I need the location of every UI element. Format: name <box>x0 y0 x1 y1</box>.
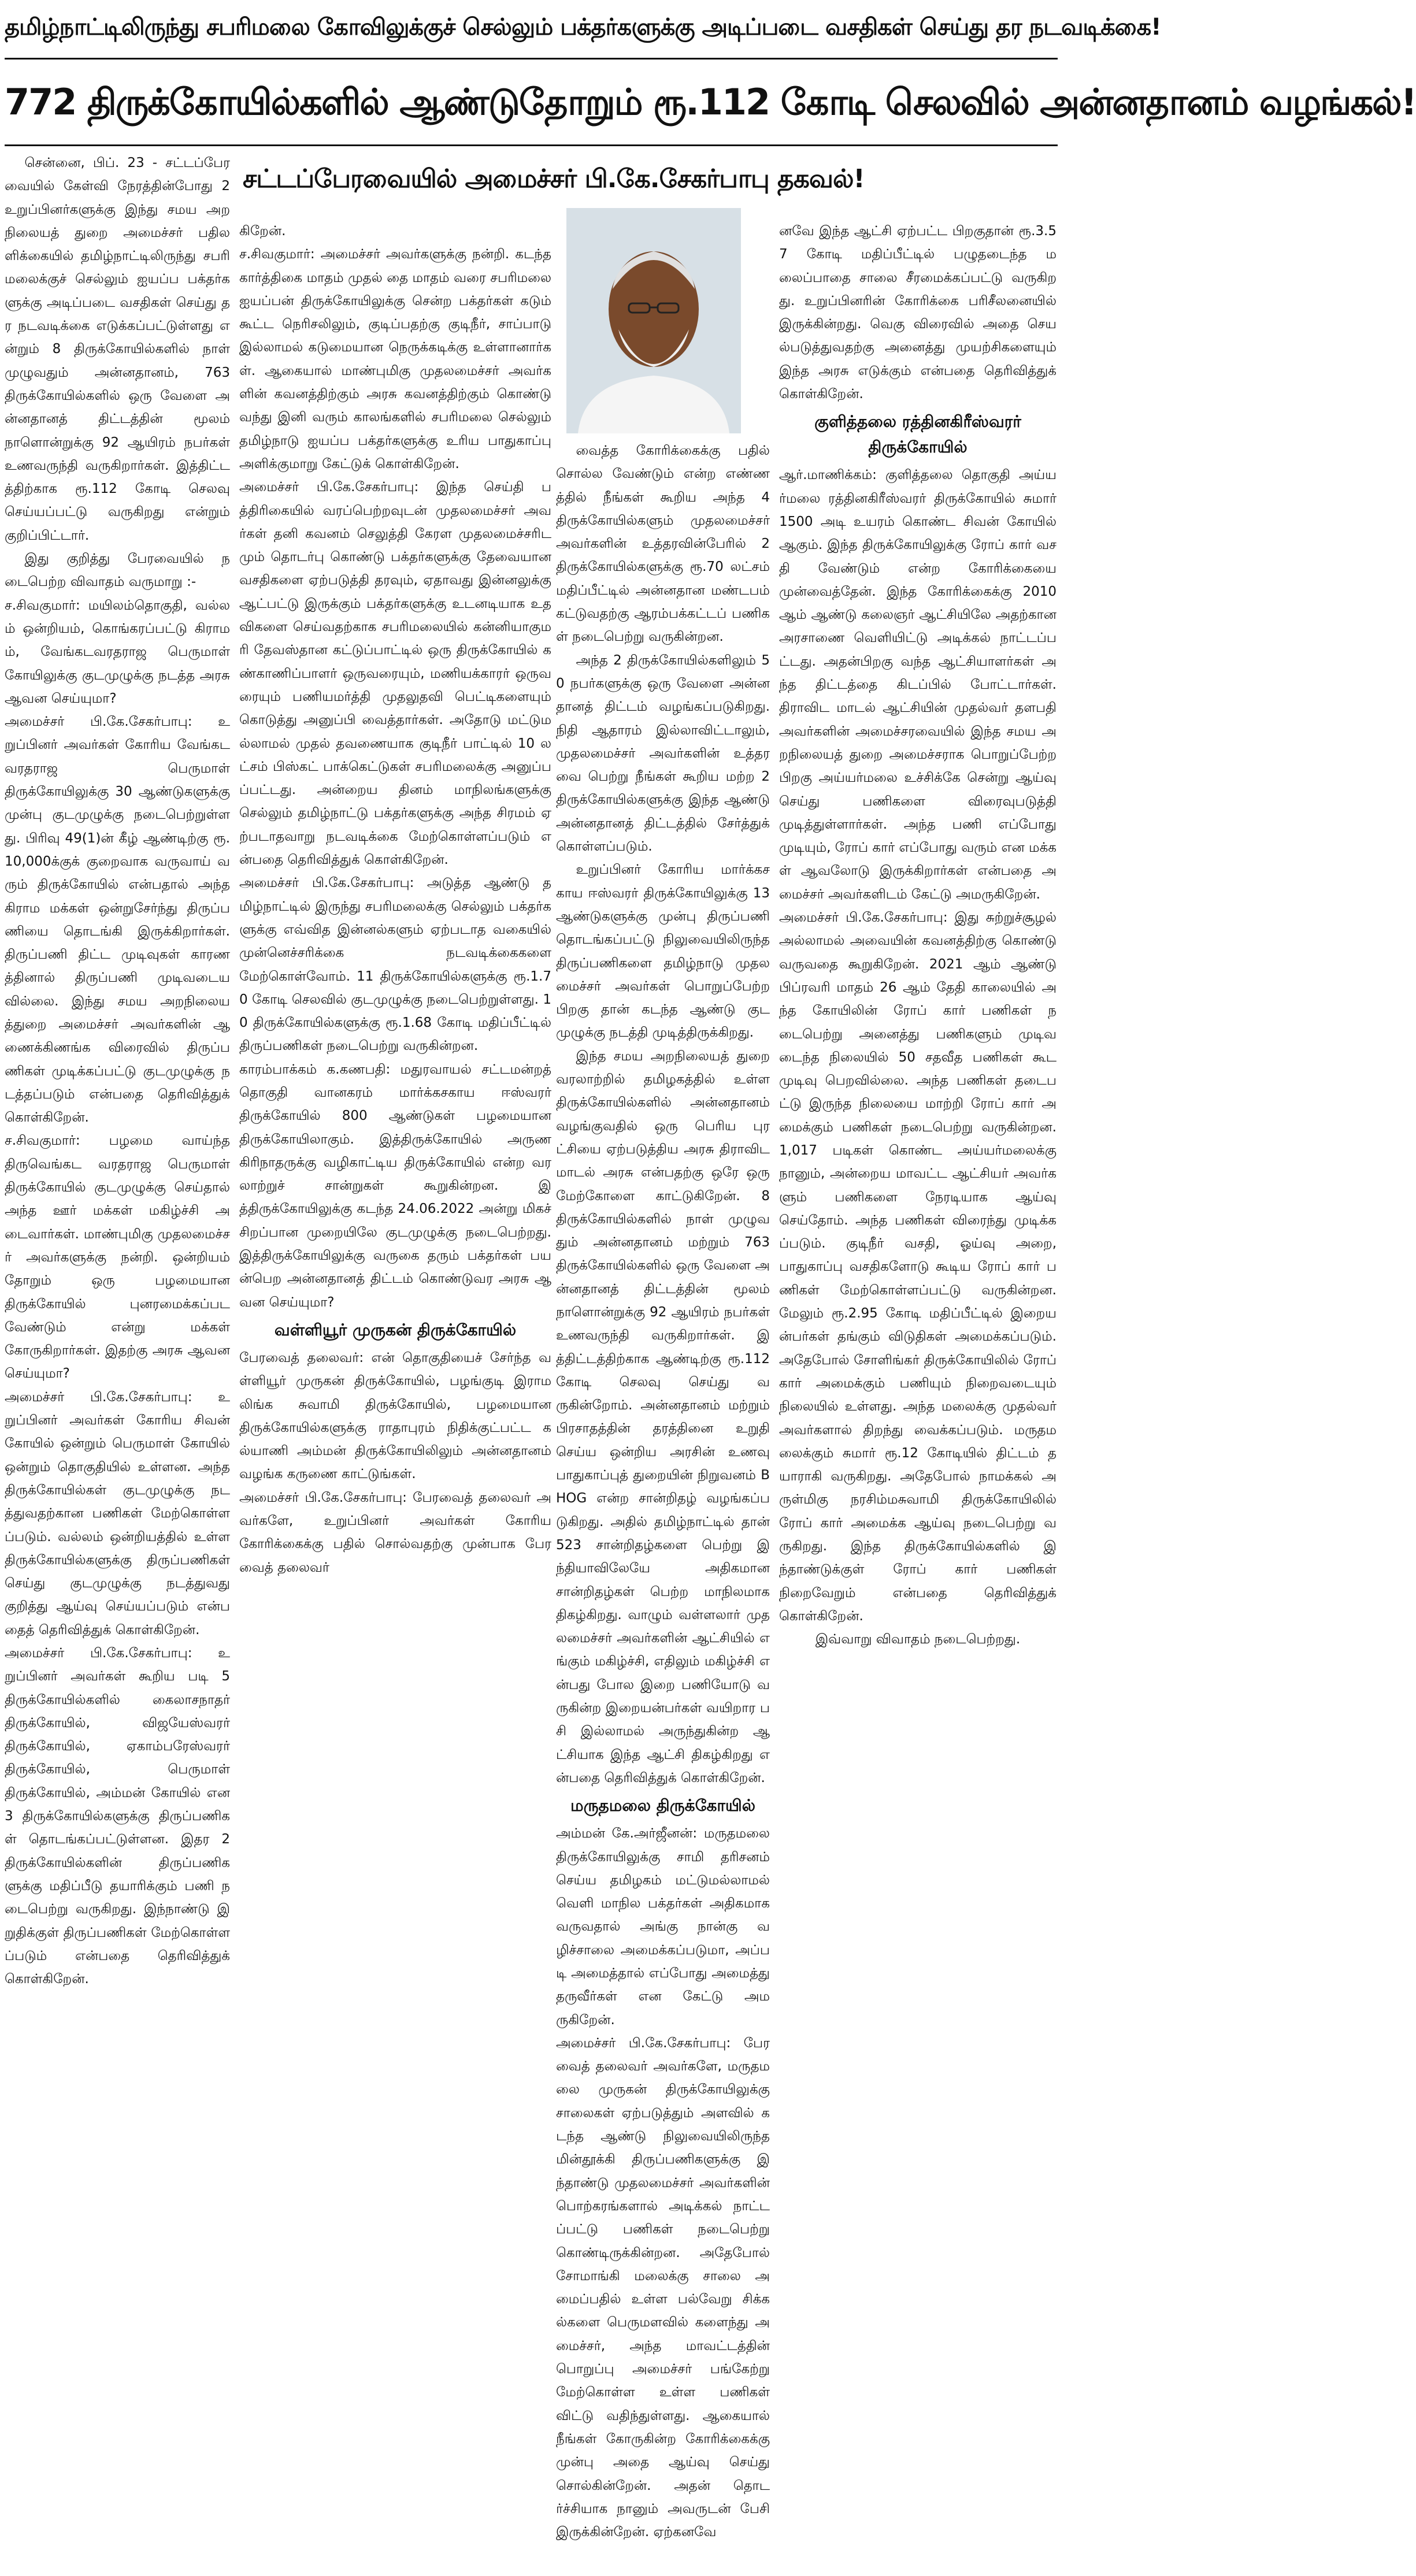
paragraph: அமைச்சர் பி.கே.சேகர்பாபு: பேரவைத் தலைவர் அவர்களே, உறுப்பினர் அவர்கள் கோரிய கோரிக்கைக்கு பதில் சொல்வதற்கு முன்பாக பேரவைத் தலைவர் <box>239 1490 551 1575</box>
paragraph: வைத்த கோரிக்கைக்கு பதில் சொல்ல வேண்டும் என்ற எண்ணத்தில் நீங்கள் கூறிய அந்த 4 திருக்கோயில்களும் முதலமைச்சர் அவர்களின் உத்தரவின்பேரில் 2 திருக்கோயில்களுக்கு ரூ.70 லட்சம் மதிப்பீட்டில் அன்னதான மண்டபம் கட்டுவதற்கு ஆரம்பக்கட்டப் பணிகள் நடைபெற்று வருகின்றன. <box>556 443 770 645</box>
section-heading-valliyur: வள்ளியூர் முருகன் திருக்கோயில் <box>274 1320 517 1339</box>
paragraph: ச.சிவகுமார்: பழமை வாய்ந்த திருவெங்கட வரதராஜ பெருமாள் திருக்கோயில் குடமுழுக்கு செய்தால் அந்த ஊர் மக்கள் மகிழ்ச்சி அடைவார்கள். மாண்புமிகு முதலமைச்சர் அவர்களுக்கு நன்றி. ஒன்றியம் தோறும் ஒரு பழமையான திருக்கோயில் புனரமைக்கப்பட வேண்டும் என்று மக்கள் கோருகிறார்கள். இதற்கு அரசு ஆவன செய்யுமா? <box>5 1133 230 1382</box>
paragraph: அமைச்சர் பி.கே.சேகர்பாபு: அடுத்த ஆண்டு தமிழ்நாட்டில் இருந்து சபரிமலைக்கு செல்லும் பக்தர்களுக்கு எவ்வித இன்னல்களும் ஏற்படாத வகையில் முன்னெச்சரிக்கை நடவடிக்கைகளை மேற்கொள்வோம். 11 திருக்கோயில்களுக்கு ரூ.1.70 கோடி செலவில் குடமுழுக்கு நடைபெற்றுள்ளது. 10 திருக்கோயில்களுக்கு ரூ.1.68 கோடி மதிப்பீட்டில் திருப்பணிகள் நடைபெற்று வருகின்றன. <box>239 875 551 1054</box>
paragraph: அம்மன் கே.அர்ஜீனன்: மருதமலை திருக்கோயிலுக்கு சாமி தரிசனம் செய்ய தமிழகம் மட்டுமல்லாமல் வெளி மாநில பக்தர்கள் அதிகமாக வருவதால் அங்கு நான்கு வழிச்சாலை அமைக்கப்படுமா, அப்படி அமைத்தால் எப்போது அமைத்து தருவீர்கள் என கேட்டு அமருகிறேன். <box>556 1826 770 2028</box>
paragraph: உறுப்பினர் கோரிய மார்க்கசகாய ஈஸ்வரர் திருக்கோயிலுக்கு 13 ஆண்டுகளுக்கு முன்பு திருப்பணி தொடங்கப்பட்டு நிலுவையிலிருந்த திருப்பணிகளை தமிழ்நாடு முதலமைச்சர் அவர்கள் பொறுப்பேற்ற பிறகு தான் கடந்த ஆண்டு குடமுழுக்கு நடத்தி முடித்திருக்கிறது. <box>556 862 770 1041</box>
paragraph: னவே இந்த ஆட்சி ஏற்பட்ட பிறகுதான் ரூ.3.57 கோடி மதிப்பீட்டில் பழுதடைந்த மலைப்பாதை சாலை சீரமைக்கப்பட்டு வருகிறது. உறுப்பினரின் கோரிக்கை பரிசீலனையில் இருக்கின்றது. வெகு விரைவில் அதை செயல்படுத்துவதற்கு அனைத்து முயற்சிகளையும் இந்த அரசு எடுக்கும் என்பதை தெரிவித்துக் கொள்கிறேன். <box>779 224 1057 402</box>
main-headline: 772 திருக்கோயில்களில் ஆண்டுதோறும் ரூ.112 கோடி செலவில் அன்னதானம் வழங்கல்! <box>5 81 1416 123</box>
paragraph: அமைச்சர் பி.கே.சேகர்பாபு: இந்த செய்தி பத்திரிகையில் வரப்பெற்றவுடன் முதலமைச்சர் அவர்கள் தனி கவனம் செலுத்தி கேரள முதலமைச்சரிடமும் தொடர்பு கொண்டு பக்தர்களுக்கு தேவையான வசதிகளை ஏற்படுத்தி தரவும், ஏதாவது இன்னலுக்கு ஆட்பட்டு இருக்கும் பக்தர்களுக்கு உடனடியாக உதவிகளை செய்வதற்காக சபரிமலையில் கன்னியாகுமரி தேவஸ்தான கட்டுப்பாட்டில் ஒரு திருக்கோயில் கண்காணிப்பாளர் ஒருவரையும், மணியக்காரர் ஒருவரையும் பணியமர்த்தி முதலுதவி பெட்டிகளையும் கொடுத்து அனுப்பி வைத்தார்கள். அதோடு மட்டுமல்லாமல் முதல் தவணையாக குடிநீர் பாட்டில் 10 லட்சம் பிஸ்கட் பாக்கெட்டுகள் சபரிமலைக்கு அனுப்பப்பட்டது. அன்றைய தினம் மாநிலங்களுக்கு செல்லும் தமிழ்நாட்டு பக்தர்களுக்கு அந்த சிரமம் ஏற்படாதவாறு நடவடிக்கை மேற்கொள்ளப்படும் என்பதை தெரிவித்துக் கொள்கிறேன். <box>239 480 551 868</box>
paragraph: சென்னை, பிப். 23 - சட்டப்பேரவையில் கேள்வி நேரத்தின்போது 2 உறுப்பினர்களுக்கு இந்து சமய அறநிலையத் துறை அமைச்சர் பதிலளிக்கையில் தமிழ்நாட்டிலிருந்து சபரி மலைக்குச் செல்லும் ஐயப்ப பக்தர்களுக்கு அடிப்படை வசதிகள் செய்து தர நடவடிக்கை எடுக்கப்பட்டுள்ளது என்றும் 8 திருக்கோயில்களில் நாள் முழுவதும் அன்னதானம், 763 திருக்கோயில்களில் ஒரு வேளை அன்னதானத் திட்டத்தின் மூலம் நாளொன்றுக்கு 92 ஆயிரம் நபர்கள் உணவருந்தி வருகிறார்கள். இத்திட்டத்திற்காக ரூ.112 கோடி செலவு செய்யப்பட்டு வருகிறது என்றும் குறிப்பிட்டார். <box>5 155 230 543</box>
paragraph: அமைச்சர் பி.கே.சேகர்பாபு: உறுப்பினர் அவர்கள் கோரிய வேங்கட வரதராஜ பெருமாள் திருக்கோயிலுக்கு 30 ஆண்டுகளுக்கு முன்பு குடமுழுக்கு நடைபெற்றுள்ளது. பிரிவு 49(1)ன் கீழ் ஆண்டிற்கு ரூ.10,000க்குக் குறைவாக வருவாய் வரும் திருக்கோயில் என்பதால் அந்த கிராம மக்கள் ஒன்றுசேர்ந்து திருப்பணியை தொடங்கி இருக்கிறார்கள். திருப்பணி திட்ட முடிவுகள் காரணத்தினால் திருப்பணி முடிவடையவில்லை. இந்து சமய அறநிலையத்துறை அமைச்சர் அவர்களின் ஆணைக்கிணங்க விரைவில் திருப்பணிகள் முடிக்கப்பட்டு குடமுழுக்கு நடத்தப்படும் என்பதை தெரிவித்துக் கொள்கிறேன். <box>5 714 230 1126</box>
paragraph: காரம்பாக்கம் க.கணபதி: மதுரவாயல் சட்டமன்றத் தொகுதி வானகரம் மார்க்கசகாய ஈஸ்வரர் திருக்கோயில் 800 ஆண்டுகள் பழமையான திருக்கோயிலாகும். இத்திருக்கோயில் அருணகிரிநாதருக்கு வழிகாட்டிய திருக்கோயில் என்ற வரலாற்றுச் சான்றுகள் கூறுகின்றன. இத்திருக்கோயிலுக்கு கடந்த 24.06.2022 அன்று மிகச் சிறப்பான முறையிலே குடமுழுக்கு நடைபெற்றது. இத்திருக்கோயிலுக்கு வருகை தரும் பக்தர்கள் பயன்பெற அன்னதானத் திட்டம் கொண்டுவர அரசு ஆவன செய்யுமா? <box>239 1061 551 1310</box>
paragraph: ச.சிவகுமார்: அமைச்சர் அவர்களுக்கு நன்றி. கடந்த கார்த்திகை மாதம் முதல் தை மாதம் வரை சபரிமலை ஐயப்பன் திருக்கோயிலுக்கு சென்ற பக்தர்கள் கடும் கூட்ட நெரிசலிலும், குடிப்பதற்கு குடிநீர், சாப்பாடு இல்லாமல் கடுமையான நெருக்கடிக்கு உள்ளானார்கள். ஆகையால் மாண்புமிகு முதலமைச்சர் அவர்களின் கவனத்திற்கும் அரசு கவனத்திற்கும் கொண்டு வந்து இனி வரும் காலங்களில் சபரிமலை செல்லும் தமிழ்நாடு ஐயப்ப பக்தர்களுக்கு உரிய பாதுகாப்பு அளிக்குமாறு கேட்டுக் கொள்கிறேன். <box>239 247 551 472</box>
paragraph: அந்த 2 திருக்கோயில்களிலும் 50 நபர்களுக்கு ஒரு வேளை அன்னதானத் திட்டம் வழங்கப்படுகிறது. நிதி ஆதாரம் இல்லாவிட்டாலும், முதலமைச்சர் அவர்களின் உத்தரவை பெற்று நீங்கள் கூறிய மற்ற 2 திருக்கோயில்களுக்கு இந்த ஆண்டு அன்னதானத் திட்டத்தில் சேர்த்துக் கொள்ளப்படும். <box>556 652 770 855</box>
paragraph: அமைச்சர் பி.கே.சேகர்பாபு: உறுப்பினர் அவர்கள் கோரிய சிவன் கோயில் ஒன்றும் பெருமாள் கோயில் ஒன்றும் தொகுதியில் உள்ளன. அந்த திருக்கோயில்கள் குடமுழுக்கு நடத்துவதற்கான பணிகள் மேற்கொள்ளப்படும். வல்லம் ஒன்றியத்தில் உள்ள திருக்கோயில்களுக்கு திருப்பணிகள் செய்து குடமுழுக்கு நடத்துவது குறித்து ஆய்வு செய்யப்படும் என்பதைத் தெரிவித்துக் கொள்கிறேன். <box>5 1389 230 1638</box>
section-heading-marudhamalai: மருதமலை திருக்கோயில் <box>570 1796 755 1816</box>
paragraph: பேரவைத் தலைவர்: என் தொகுதியைச் சேர்ந்த வள்ளியூர் முருகன் திருக்கோயில், பழங்குடி இராமலிங்க சுவாமி திருக்கோயில், பழமையான திருக்கோயில்களுக்கு ராதாபுரம் நிதிக்குட்பட்ட கல்யாணி அம்மன் திருக்கோயிலிலும் அன்னதானம் வழங்க கருணை காட்டுங்கள். <box>239 1350 551 1482</box>
paragraph: அமைச்சர் பி.கே.சேகர்பாபு: பேரவைத் தலைவர் அவர்களே, மருதமலை முருகன் திருக்கோயிலுக்கு சாலைகள் ஏற்படுத்தும் அளவில் கடந்த ஆண்டு நிலுவையிலிருந்த மின்தூக்கி திருப்பணிகளுக்கு இந்தாண்டு முதலமைச்சர் அவர்களின் பொற்கரங்களால் அடிக்கல் நாட்டப்பட்டு பணிகள் நடைபெற்று கொண்டிருக்கின்றன. அதேபோல் சோமாங்கி மலைக்கு சாலை அமைப்பதில் உள்ள பல்வேறு சிக்கல்களை பெருமளவில் களைந்து அமைச்சர், அந்த மாவட்டத்தின் பொறுப்பு அமைச்சர் பங்கேற்று மேற்கொள்ள உள்ள பணிகள் விட்டு வதிந்துள்ளது. ஆகையால் நீங்கள் கோருகின்ற கோரிக்கைக்கு முன்பு அதை ஆய்வு செய்து சொல்கின்றேன். அதன் தொடர்ச்சியாக நானும் அவருடன் பேசி இருக்கின்றேன். ஏற்கனவே <box>556 2035 770 2540</box>
divider <box>5 144 1058 146</box>
kicker-headline: தமிழ்நாட்டிலிருந்து சபரிமலை கோவிலுக்குச் செல்லும் பக்தர்களுக்கு அடிப்படை வசதிகள் செய்து தர நடவடிக்கை! <box>5 14 1161 40</box>
minister-photo <box>566 208 741 433</box>
paragraph: அமைச்சர் பி.கே.சேகர்பாபு: உறுப்பினர் அவர்கள் கூறிய படி 5 திருக்கோயில்களில் கைலாசநாதர் திருக்கோயில், விஜயேஸ்வரர் திருக்கோயில், ஏகாம்பரேஸ்வரர் திருக்கோயில், பெருமாள் திருக்கோயில், அம்மன் கோயில் என 3 திருக்கோயில்களுக்கு திருப்பணிகள் தொடங்கப்பட்டுள்ளன. இதர 2 திருக்கோயில்களின் திருப்பணிகளுக்கு மதிப்பீடு தயாரிக்கும் பணி நடைபெற்று வருகிறது. இந்நாண்டு இறுதிக்குள் திருப்பணிகள் மேற்கொள்ளப்படும் என்பதை தெரிவித்துக் கொள்கிறேன். <box>5 1646 230 1987</box>
paragraph: ஆர்.மாணிக்கம்: குளித்தலை தொகுதி அய்யர்மலை ரத்தினகிரீஸ்வரர் திருக்கோயில் சுமார் 1500 அடி உயரம் கொண்ட சிவன் கோயில் ஆகும். இந்த திருக்கோயிலுக்கு ரோப் கார் வசதி வேண்டும் என்ற கோரிக்கையை முன்வைத்தேன். இந்த கோரிக்கைக்கு 2010 ஆம் ஆண்டு கலைஞர் ஆட்சியிலே அதற்கான அரசாணை வெளியிட்டு அடிக்கல் நாட்டப்பட்டது. அதன்பிறகு வந்த ஆட்சியாளர்கள் அந்த திட்டத்தை கிடப்பில் போட்டார்கள். திராவிட மாடல் ஆட்சியின் முதல்வர் தளபதி அவர்களின் அமைச்சரவையில் இந்த சமய அறநிலையத் துறை அமைச்சராக பொறுப்பேற்ற பிறகு அய்யர்மலை உச்சிக்கே சென்று ஆய்வு செய்து பணிகளை விரைவுபடுத்தி முடித்துள்ளார்கள். அந்த பணி எப்போது முடியும், ரோப் கார் எப்போது வரும் என மக்கள் ஆவலோடு இருக்கிறார்கள் என்பதை அமைச்சர் அவர்களிடம் கேட்டு அமருகிறேன். <box>779 467 1057 902</box>
paragraph: இவ்வாறு விவாதம் நடைபெற்றது. <box>815 1632 1021 1647</box>
article-column-2 <box>239 220 551 2570</box>
paragraph: இந்த சமய அறநிலையத் துறை வரலாற்றில் தமிழகத்தில் உள்ள திருக்கோயில்களில் அன்னதானம் வழங்குவதில் ஒரு பெரிய புரட்சியை ஏற்படுத்திய அரசு திராவிட மாடல் அரசு என்பதற்கு ஒரே ஒரு மேற்கோளை காட்டுகிறேன். 8 திருக்கோயில்களில் நாள் முழுவதும் அன்னதானம் மற்றும் 763 திருக்கோயில்களில் ஒரு வேளை அன்னதானத் திட்டத்தின் மூலம் நாளொன்றுக்கு 92 ஆயிரம் நபர்கள் உணவருந்தி வருகிறார்கள். இத்திட்டத்திற்காக ஆண்டிற்கு ரூ.112 கோடி செலவு செய்து வருகின்றோம். அன்னதானம் மற்றும் பிரசாதத்தின் தரத்தினை உறுதி செய்ய ஒன்றிய அரசின் உணவு பாதுகாப்புத் துறையின் நிறுவனம் BHOG என்ற சான்றிதழ் வழங்கப்படுகிறது. அதில் தமிழ்நாட்டில் தான் 523 சான்றிதழ்களை பெற்று இந்தியாவிலேயே அதிகமான சான்றிதழ்கள் பெற்ற மாநிலமாக திகழ்கிறது. வாழும் வள்ளலார் முதலமைச்சர் அவர்களின் ஆட்சியில் எங்கும் மகிழ்ச்சி, எதிலும் மகிழ்ச்சி என்பது போல இறை பணியோடு வருகின்ற இறையன்பர்கள் வயிறார பசி இல்லாமல் அருந்துகின்ற ஆட்சியாக இந்த ஆட்சி திகழ்கிறது என்பதை தெரிவித்துக் கொள்கிறேன். <box>556 1048 770 1786</box>
paragraph: இது குறித்து பேரவையில் நடைபெற்ற விவாதம் வருமாறு :- <box>5 551 230 590</box>
divider <box>5 58 1058 60</box>
article-column-4 <box>779 220 1057 2570</box>
portrait-image <box>566 208 741 433</box>
section-heading-kulithalai: குளித்தலை ரத்தினகிரீஸ்வரர் திருக்கோயில் <box>814 412 1021 457</box>
paragraph: அமைச்சர் பி.கே.சேகர்பாபு: இது சுற்றுச்சூழல் அல்லாமல் அவையின் கவனத்திற்கு கொண்டு வருவதை கூறுகிறேன். 2021 ஆம் ஆண்டு பிப்ரவரி மாதம் 26 ஆம் தேதி காலையில் அந்த கோயிலின் ரோப் கார் பணிகள் நடைபெற்று அனைத்து பணிகளும் முடிவடைந்த நிலையில் 50 சதவீத பணிகள் கூட முடிவு பெறவில்லை. அந்த பணிகள் தடைபட்டு இருந்த நிலையை மாற்றி ரோப் கார் அமைக்கும் பணிகள் நடைபெற்று வருகின்றன. 1,017 படிகள் கொண்ட அய்யர்மலைக்கு நானும், அன்றைய மாவட்ட ஆட்சியர் அவர்களும் பணிகளை நேரடியாக ஆய்வு செய்தோம். அந்த பணிகள் விரைந்து முடிக்கப்படும். குடிநீர் வசதி, ஓய்வு அறை, பாதுகாப்பு வசதிகளோடு கூடிய ரோப் கார் பணிகள் மேற்கொள்ளப்பட்டு வருகின்றன. மேலும் ரூ.2.95 கோடி மதிப்பீட்டில் இறையன்பர்கள் தங்கும் விடுதிகள் அமைக்கப்படும். அதேபோல் சோளிங்கர் திருக்கோயிலில் ரோப் கார் அமைக்கும் பணியும் நிறைவடையும் நிலையில் உள்ளது. அந்த மலைக்கு முதல்வர் அவர்களால் திறந்து வைக்கப்படும். மருதமலைக்கும் சுமார் ரூ.12 கோடியில் திட்டம் தயாராகி வருகிறது. அதேபோல் நாமக்கல் அருள்மிகு நரசிம்மசுவாமி திருக்கோயிலில் ரோப் கார் அமைக்க ஆய்வு நடைபெற்று வருகிறது. இந்த திருக்கோயில்களில் இந்தாண்டுக்குள் ரோப் கார் பணிகள் நிறைவேறும் என்பதை தெரிவித்துக் கொள்கிறேன். <box>779 910 1057 1624</box>
paragraph: கிறேன். <box>239 224 286 239</box>
paragraph: ச.சிவகுமார்: மயிலம்தொகுதி, வல்லம் ஒன்றியம், கொங்கரப்பட்டு கிராமம், வேங்கடவரதராஜ பெருமாள் கோயிலுக்கு குடமுழுக்கு நடத்த அரசு ஆவன செய்யுமா? <box>5 597 230 706</box>
article-column-1 <box>5 151 230 2570</box>
subheadline: சட்டப்பேரவையில் அமைச்சர் பி.கே.சேகர்பாபு தகவல்! <box>243 164 865 194</box>
article-column-3 <box>556 439 770 2570</box>
